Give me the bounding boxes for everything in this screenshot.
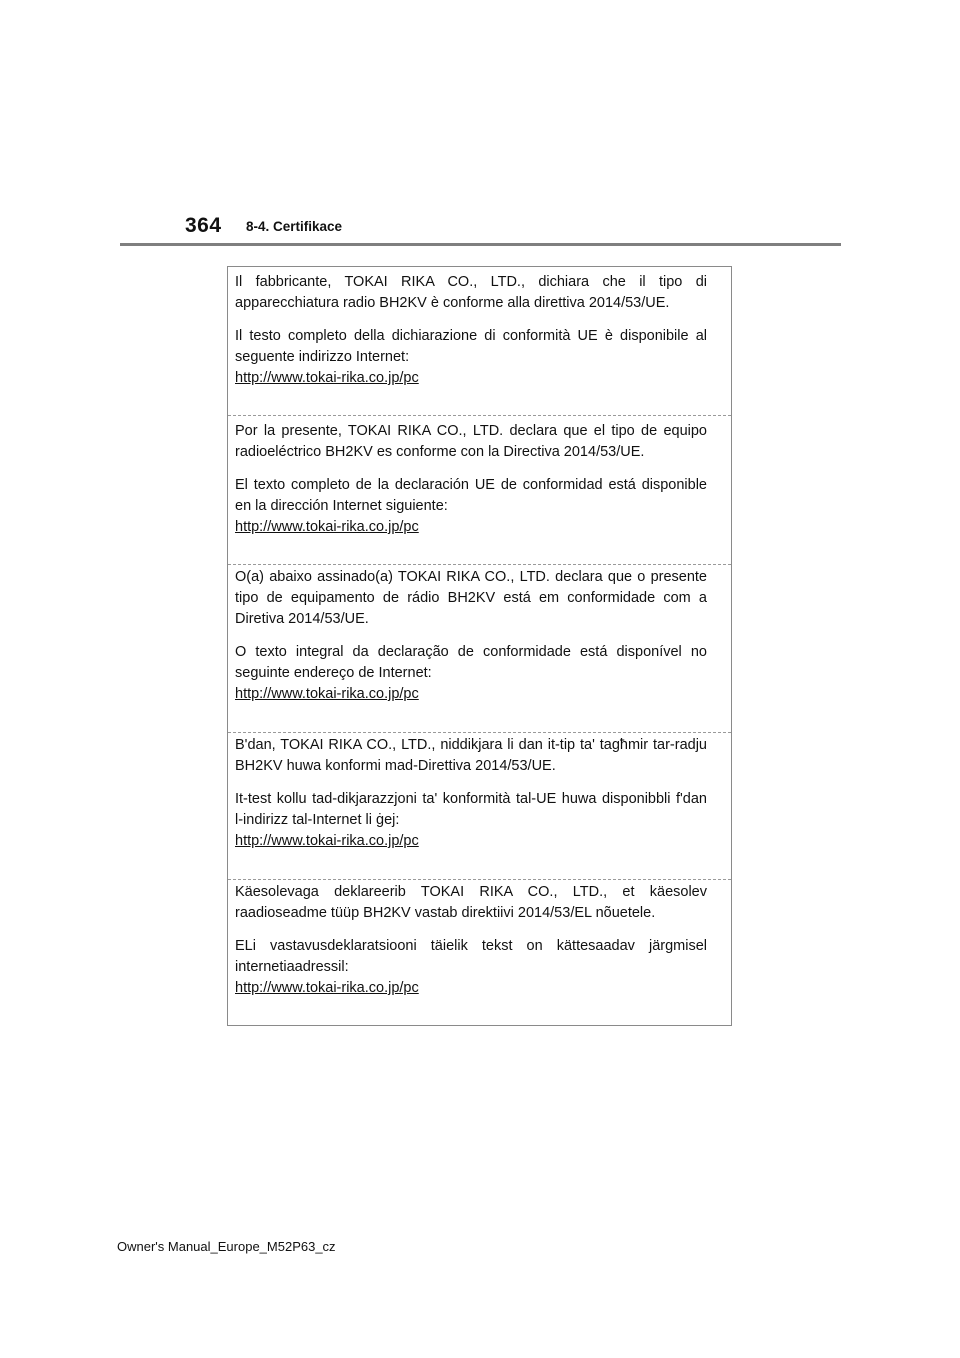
declaration-availability: O texto integral da declaração de conformidade está disponível no seguinte endereço de Internet:: [235, 644, 707, 681]
page-number: 364: [185, 214, 222, 237]
declaration-link[interactable]: http://www.tokai-rika.co.jp/pc: [235, 833, 419, 849]
declaration-block-estonian: [228, 879, 731, 999]
declaration-availability: El texto completo de la declaración UE de conformidad está disponible en la dirección Internet siguiente:: [235, 477, 707, 514]
declaration-availability: Il testo completo della dichiarazione di conformità UE è disponibile al seguente indirizzo Internet:: [235, 328, 707, 365]
declaration-block-maltese: [228, 732, 731, 852]
declaration-block-portuguese: [228, 564, 731, 705]
footer-text: Owner's Manual_Europe_M52P63_cz: [117, 1239, 336, 1254]
header-divider: [120, 243, 841, 246]
declaration-link[interactable]: http://www.tokai-rika.co.jp/pc: [235, 686, 419, 702]
declaration-statement: O(a) abaixo assinado(a) TOKAI RIKA CO., LTD. declara que o presente tipo de equipamento de rádio BH2KV está em conformidade com a Diretiva 2014/53/UE.: [235, 569, 707, 627]
declaration-link[interactable]: http://www.tokai-rika.co.jp/pc: [235, 370, 419, 386]
declaration-link[interactable]: http://www.tokai-rika.co.jp/pc: [235, 980, 419, 996]
declaration-block-spanish: [228, 415, 731, 538]
declaration-statement: B'dan, TOKAI RIKA CO., LTD., niddikjara li dan it-tip ta' tagħmir tar-radju BH2KV huwa konformi mad-Direttiva 2014/53/UE.: [235, 737, 707, 774]
declaration-link[interactable]: http://www.tokai-rika.co.jp/pc: [235, 519, 419, 535]
declaration-statement: Il fabbricante, TOKAI RIKA CO., LTD., dichiara che il tipo di apparecchiatura radio BH2KV è conforme alla direttiva 2014/53/UE.: [235, 274, 707, 311]
declaration-block-italian: [228, 272, 731, 389]
declaration-availability: ELi vastavusdeklaratsiooni täielik tekst on kättesaadav järgmisel internetiaadressil:: [235, 938, 707, 975]
certification-box: [227, 266, 732, 1026]
section-title: 8-4. Certifikace: [246, 219, 343, 234]
declaration-statement: Käesolevaga deklareerib TOKAI RIKA CO., LTD., et käesolev raadioseadme tüüp BH2KV vastab direktiivi 2014/53/EL nõuetele.: [235, 884, 707, 921]
declaration-statement: Por la presente, TOKAI RIKA CO., LTD. declara que el tipo de equipo radioeléctrico BH2KV es conforme con la Directiva 2014/53/UE.: [235, 423, 707, 460]
declaration-availability: It-test kollu tad-dikjarazzjoni ta' konformità tal-UE huwa disponibbli f'dan l-indirizz tal-Internet li ġej:: [235, 791, 707, 828]
